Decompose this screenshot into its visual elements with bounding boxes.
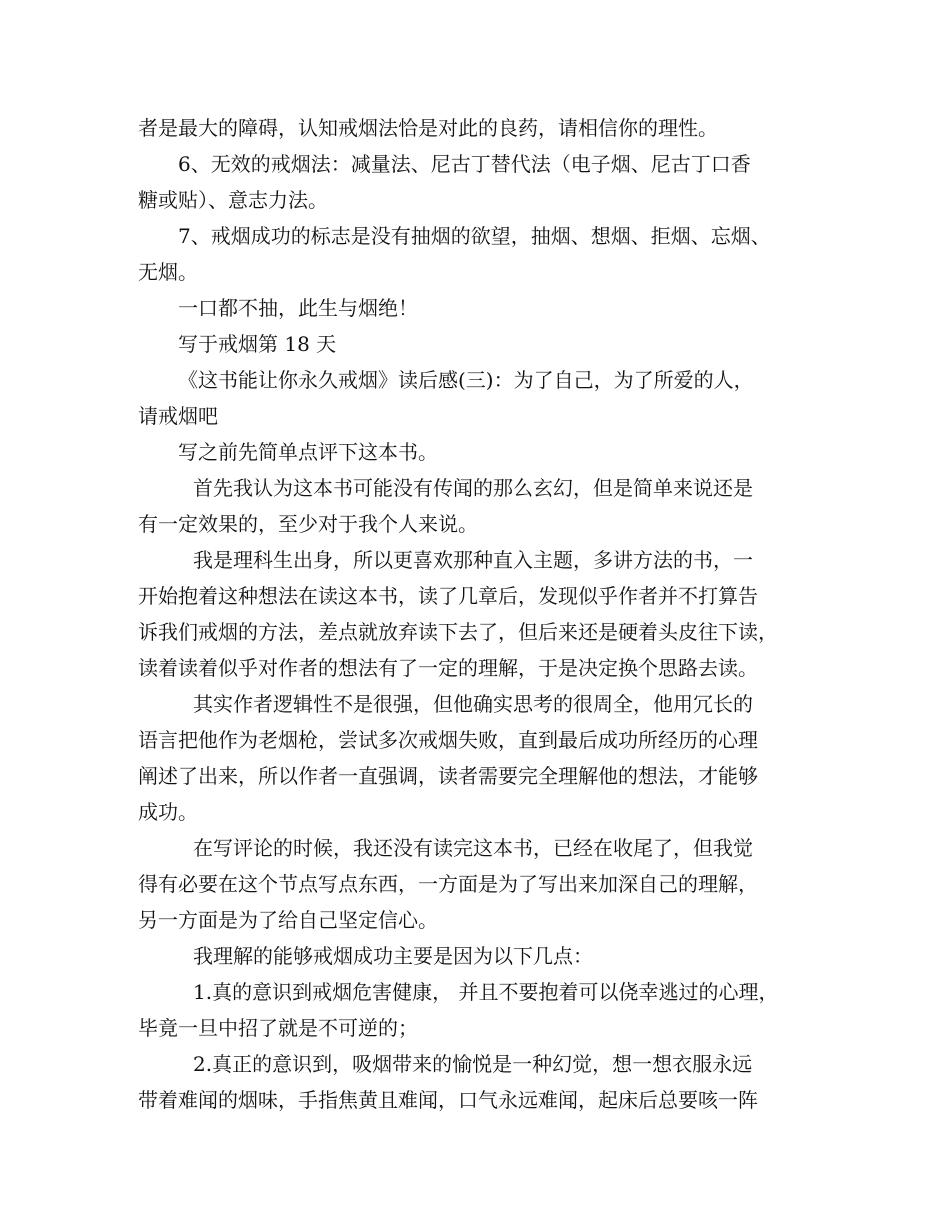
text-line-21: 在写评论的时候，我还没有读完这本书，已经在收尾了，但我觉 bbox=[193, 836, 753, 860]
text-line-3: 糖或贴）、意志力法。 bbox=[138, 188, 328, 212]
text-line-10: 写之前先简单点评下这本书。 bbox=[178, 440, 438, 464]
text-line-20: 成功。 bbox=[138, 800, 198, 824]
text-line-17: 其实作者逻辑性不是很强，但他确实思考的很周全，他用冗长的 bbox=[193, 692, 753, 716]
text-line-27: 2.真正的意识到，吸烟带来的愉悦是一种幻觉，想一想衣服永远 bbox=[193, 1052, 753, 1076]
text-line-24: 我理解的能够戒烟成功主要是因为以下几点： bbox=[193, 944, 593, 968]
text-line-22: 得有必要在这个节点写点东西，一方面是为了写出来加深自己的理解， bbox=[138, 872, 758, 896]
text-line-23: 另一方面是为了给自己坚定信心。 bbox=[138, 908, 438, 932]
text-line-2: 6、无效的戒烟法：减量法、尼古丁替代法（电子烟、尼古丁口香 bbox=[178, 152, 751, 176]
text-line-7: 写于戒烟第 18 天 bbox=[178, 332, 337, 356]
text-line-1: 者是最大的障碍，认知戒烟法恰是对此的良药，请相信你的理性。 bbox=[138, 116, 718, 140]
text-line-16: 读着读着似乎对作者的想法有了一定的理解，于是决定换个思路去读。 bbox=[138, 656, 758, 680]
text-line-6: 一口都不抽，此生与烟绝！ bbox=[178, 296, 418, 320]
text-line-8: 《这书能让你永久戒烟》读后感(三)：为了自己，为了所爱的人， bbox=[178, 368, 754, 392]
text-line-18: 语言把他作为老烟枪，尝试多次戒烟失败，直到最后成功所经历的心理 bbox=[138, 728, 758, 752]
text-line-19: 阐述了出来，所以作者一直强调，读者需要完全理解他的想法，才能够 bbox=[138, 764, 758, 788]
text-line-13: 我是理科生出身，所以更喜欢那种直入主题，多讲方法的书，一 bbox=[193, 548, 753, 572]
text-line-28: 带着难闻的烟味，手指焦黄且难闻，口气永远难闻，起床后总要咳一阵 bbox=[138, 1088, 758, 1112]
text-line-9: 请戒烟吧 bbox=[138, 404, 218, 428]
text-line-5: 无烟。 bbox=[138, 260, 198, 284]
text-line-14: 开始抱着这种想法在读这本书，读了几章后，发现似乎作者并不打算告 bbox=[138, 584, 758, 608]
text-line-12: 有一定效果的，至少对于我个人来说。 bbox=[138, 512, 478, 536]
text-line-11: 首先我认为这本书可能没有传闻的那么玄幻，但是简单来说还是 bbox=[193, 476, 753, 500]
text-line-15: 诉我们戒烟的方法，差点就放弃读下去了，但后来还是硬着头皮往下读， bbox=[138, 620, 778, 644]
text-line-4: 7、戒烟成功的标志是没有抽烟的欲望，抽烟、想烟、拒烟、忘烟、 bbox=[178, 224, 771, 248]
text-line-25: 1.真的意识到戒烟危害健康， 并且不要抱着可以侥幸逃过的心理， bbox=[193, 980, 779, 1004]
text-line-26: 毕竟一旦中招了就是不可逆的； bbox=[138, 1016, 418, 1040]
